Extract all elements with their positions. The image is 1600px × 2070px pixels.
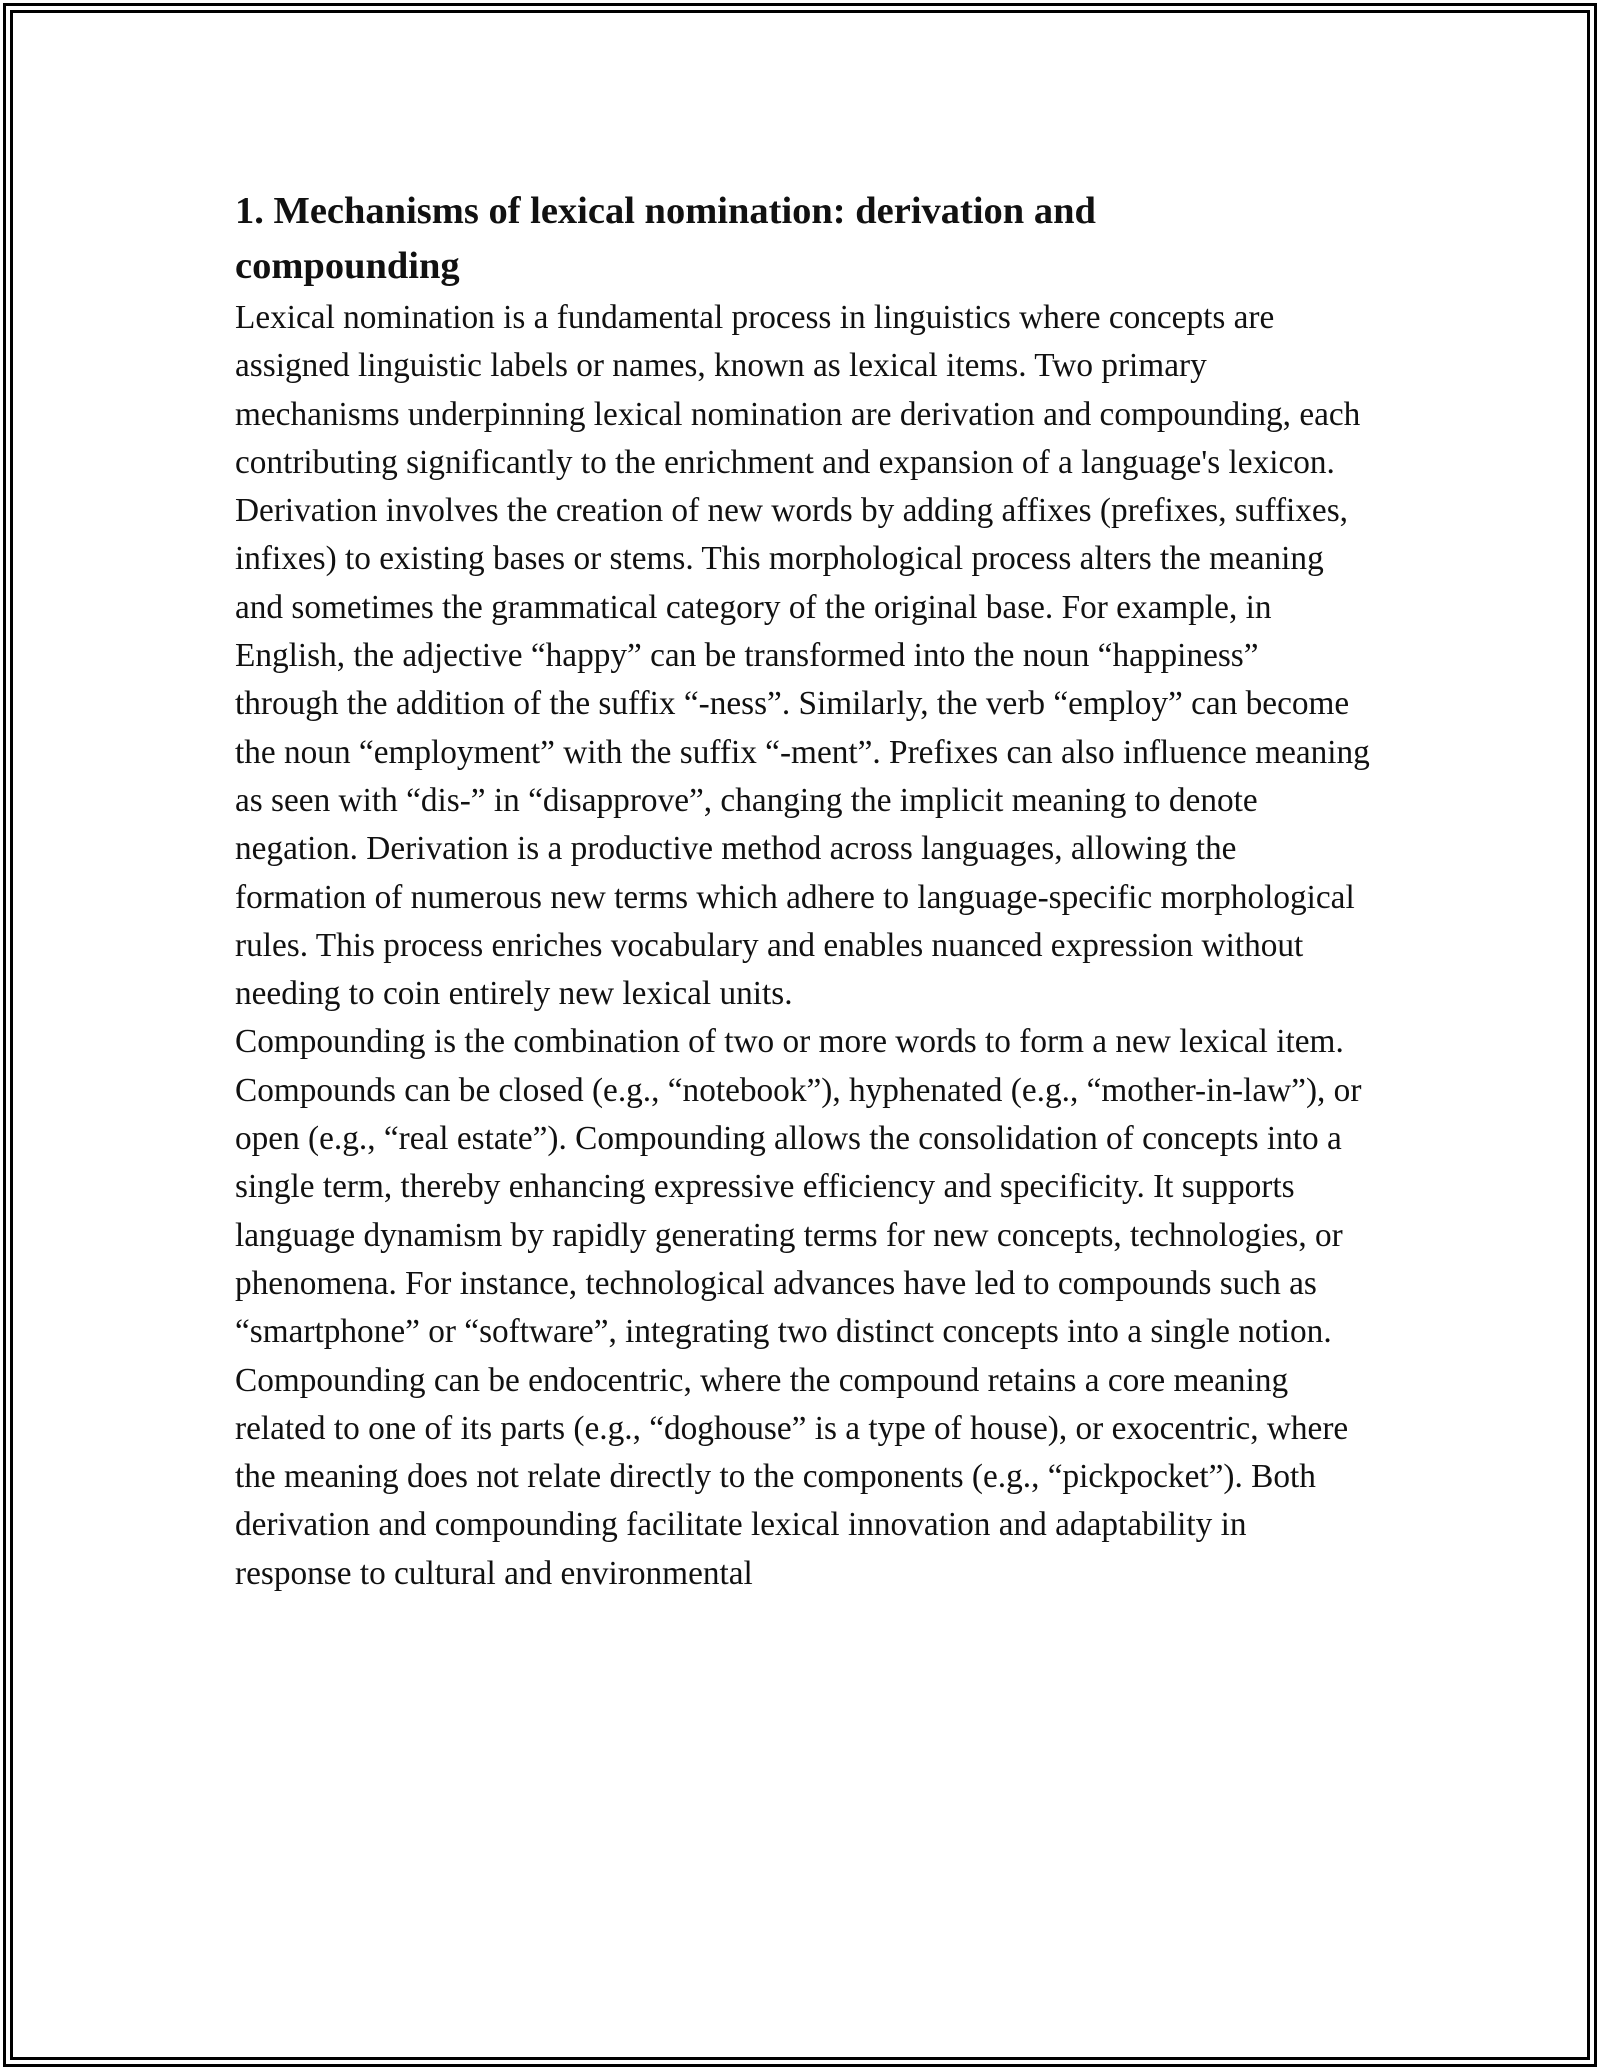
paragraph-compounding: Compounding is the combination of two or more words to form a new lexical item. Compounds can be closed (e.g., “notebook”), hyphenated (e.g., “mother-in-law”), or open (e.g., “real estate”). Compounding allows the consolidation of concepts into a single term, thereby enhancing expressive efficiency and specificity. It supports language dynamism by rapidly generating terms for new concepts, technologies, or phenomena. For instance, technological advances have led to compounds such as “smartphone” or “software”, integrating two distinct concepts into a single notion. Compounding can be endocentric, where the compound retains a core meaning related to one of its parts (e.g., “doghouse” is a type of house), or exocentric, where the meaning does not relate directly to the components (e.g., “pickpocket”). Both derivation and compounding facilitate lexical innovation and adaptability in response to cultural and environmental — [235, 1023, 1362, 1592]
section-heading: 1. Mechanisms of lexical nomination: derivation and compounding — [235, 190, 1096, 287]
paragraph-derivation: Derivation involves the creation of new words by adding affixes (prefixes, suffixes, infixes) to existing bases or stems. This morphological process alters the meaning and sometimes the grammatical category of the original base. For example, in English, the adjective “happy” can be transformed into the noun “happiness” through the addition of the suffix “-ness”. Similarly, the verb “employ” can become the noun “employment” with the suffix “-ment”. Prefixes can also influence meaning as seen with “dis-” in “disapprove”, changing the implicit meaning to denote negation. Derivation is a productive method across languages, allowing the formation of numerous new terms which adhere to language-specific morphological rules. This process enriches vocabulary and enables nuanced expression without needing to coin entirely new lexical units. — [235, 492, 1370, 1013]
paragraph-introduction: Lexical nomination is a fundamental process in linguistics where concepts are assigned linguistic labels or names, known as lexical items. Two primary mechanisms underpinning lexical nomination are derivation and compounding, each contributing significantly to the enrichment and expansion of a language's lexicon. — [235, 299, 1361, 481]
document-content — [235, 184, 1370, 1598]
